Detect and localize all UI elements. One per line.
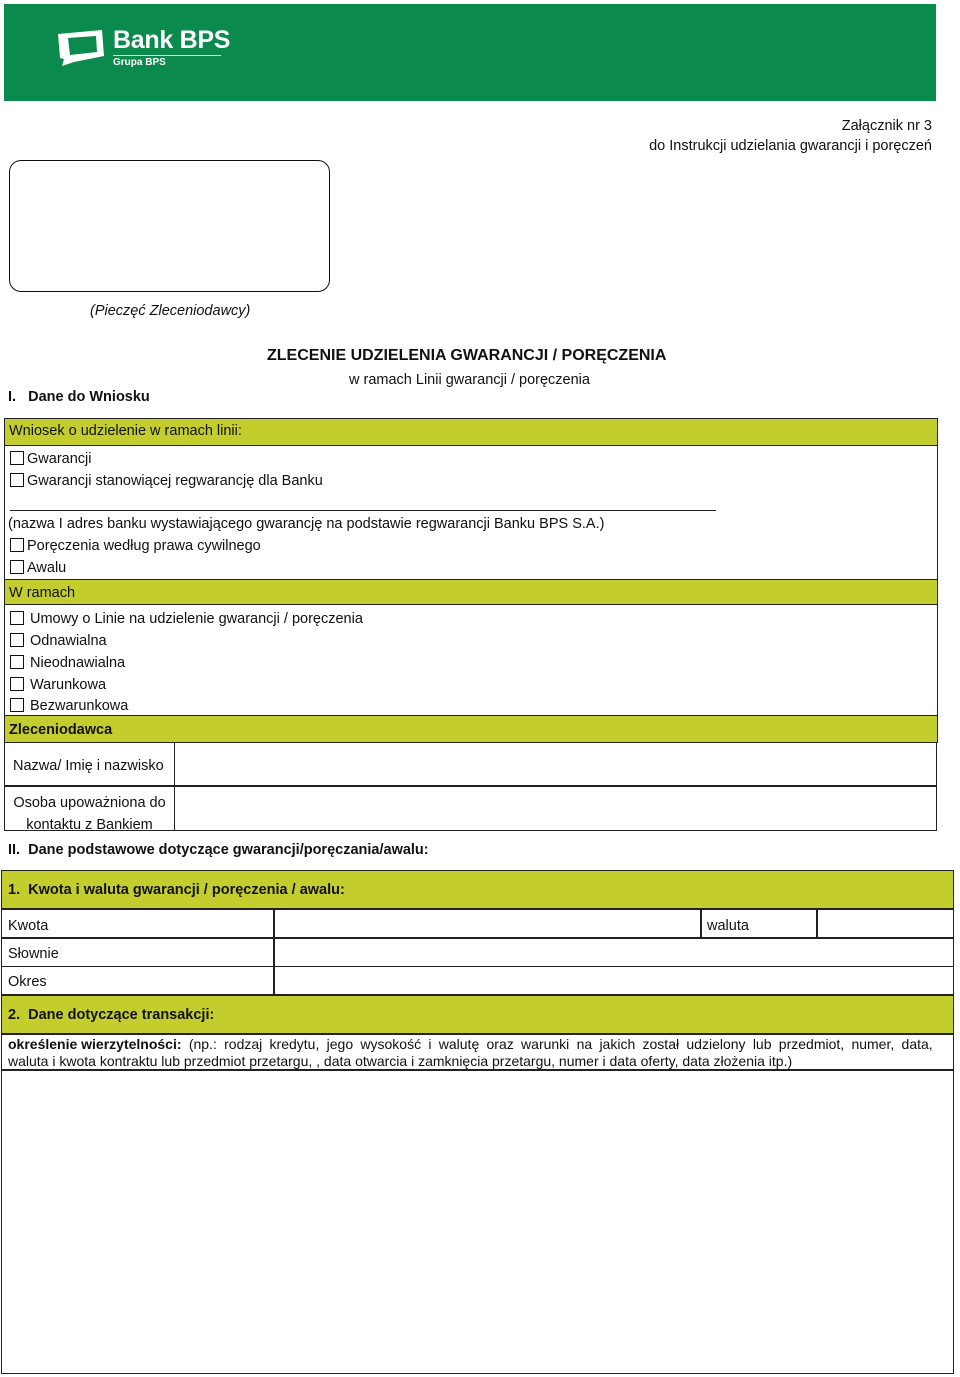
kwota-label: Kwota bbox=[8, 918, 49, 934]
waluta-label-cell bbox=[701, 909, 817, 938]
okres-label: Okres bbox=[8, 974, 47, 990]
form-title: ZLECENIE UDZIELENIA GWARANCJI / PORĘCZENIA bbox=[267, 347, 667, 364]
zleceniodawca-header: Zleceniodawca bbox=[9, 722, 113, 738]
contact-label-line-2: kontaktu z Bankiem bbox=[26, 817, 153, 833]
name-label: Nazwa/ Imię i nazwisko bbox=[13, 758, 164, 774]
kwota-header-bar bbox=[1, 870, 954, 909]
slownie-label: Słownie bbox=[8, 946, 59, 962]
option-warunkowa-label: Warunkowa bbox=[30, 677, 107, 693]
bank-name-note: (nazwa I adres banku wystawiającego gwarancję na podstawie regwarancji Banku BPS S.A.) bbox=[8, 516, 605, 532]
transakcja-description-cell bbox=[1, 1034, 954, 1070]
bank-logo-name: Bank BPS bbox=[113, 26, 231, 54]
form-subtitle: w ramach Linii gwarancji / poręczenia bbox=[349, 372, 590, 388]
bank-logo-icon bbox=[54, 28, 108, 66]
contact-label-line-1: Osoba upoważniona do bbox=[13, 795, 166, 811]
option-poreczenia[interactable] bbox=[10, 538, 261, 554]
option-regwarancja-label: Gwarancji stanowiącej regwarancję dla Banku bbox=[27, 473, 323, 489]
okres-label-cell bbox=[1, 966, 274, 995]
logo-divider bbox=[113, 55, 221, 56]
option-umowy-label: Umowy o Linie na udzielenie gwarancji / poręczenia bbox=[30, 611, 363, 627]
checkbox-awalu[interactable] bbox=[10, 560, 24, 574]
stamp-box[interactable] bbox=[9, 160, 330, 292]
kwota-header: 1. Kwota i waluta gwarancji / poręczenia / awalu: bbox=[8, 882, 345, 898]
annex-line-2: do Instrukcji udzielania gwarancji i poręczeń bbox=[649, 138, 932, 154]
option-bezwarunkowa[interactable] bbox=[10, 698, 128, 714]
checkbox-odnawialna[interactable] bbox=[10, 633, 24, 647]
slownie-input-cell[interactable] bbox=[274, 938, 954, 967]
checkbox-bezwarunkowa[interactable] bbox=[10, 698, 24, 712]
option-odnawialna[interactable] bbox=[10, 633, 107, 649]
option-odnawialna-label: Odnawialna bbox=[30, 633, 107, 649]
wniosek-header-bar bbox=[4, 418, 938, 446]
option-gwarancji[interactable] bbox=[10, 451, 91, 467]
w-ramach-body bbox=[4, 605, 938, 716]
option-regwarancja[interactable] bbox=[10, 473, 323, 489]
checkbox-gwarancji[interactable] bbox=[10, 451, 24, 465]
wniosek-header: Wniosek o udzielenie w ramach linii: bbox=[9, 423, 242, 439]
kwota-input-cell[interactable] bbox=[274, 909, 701, 938]
checkbox-regwarancja[interactable] bbox=[10, 473, 24, 487]
okres-input-cell[interactable] bbox=[274, 966, 954, 995]
option-bezwarunkowa-label: Bezwarunkowa bbox=[30, 698, 129, 714]
contact-input-cell[interactable] bbox=[175, 786, 937, 831]
transakcja-header: 2. Dane dotyczące transakcji: bbox=[8, 1007, 215, 1023]
bank-name-input-line[interactable] bbox=[10, 510, 716, 511]
checkbox-poreczenia[interactable] bbox=[10, 538, 24, 552]
checkbox-umowy[interactable] bbox=[10, 611, 24, 625]
option-awalu-label: Awalu bbox=[27, 560, 67, 576]
transakcja-header-bar bbox=[1, 995, 954, 1034]
kwota-label-cell bbox=[1, 909, 274, 938]
name-label-cell bbox=[4, 743, 175, 786]
section-1-heading: I. Dane do Wniosku bbox=[8, 389, 150, 405]
w-ramach-header: W ramach bbox=[9, 585, 76, 601]
option-nieodnawialna-label: Nieodnawialna bbox=[30, 655, 126, 671]
zleceniodawca-header-bar bbox=[4, 715, 938, 743]
option-gwarancji-label: Gwarancji bbox=[27, 451, 92, 467]
transakcja-description bbox=[8, 1036, 946, 1070]
option-nieodnawialna[interactable] bbox=[10, 655, 125, 671]
slownie-label-cell bbox=[1, 938, 274, 967]
name-input-cell[interactable] bbox=[175, 743, 937, 786]
annex-reference bbox=[649, 116, 932, 156]
bank-group-name: Grupa BPS bbox=[113, 57, 166, 68]
transakcja-input-area[interactable] bbox=[1, 1070, 954, 1374]
wierzytelnosc-label: określenie wierzytelności: bbox=[8, 1036, 182, 1052]
checkbox-nieodnawialna[interactable] bbox=[10, 655, 24, 669]
waluta-input-cell[interactable] bbox=[817, 909, 954, 938]
w-ramach-header-bar bbox=[4, 579, 938, 605]
option-awalu[interactable] bbox=[10, 560, 66, 576]
option-warunkowa[interactable] bbox=[10, 677, 106, 693]
option-poreczenia-label: Poręczenia według prawa cywilnego bbox=[27, 538, 261, 554]
transakcja-desc-line-1: (np.: rodzaj kredytu, jego wysokość i walutę oraz warunki na jakich został udzielony lub przedmiot, numer, data, bbox=[181, 1036, 933, 1052]
transakcja-desc-line-2: waluta i kwota kontraktu lub przedmiot przetargu, , data otwarcia i zamknięcia przetargu, numer i data oferty, data złożenia itp.) bbox=[8, 1053, 793, 1069]
checkbox-warunkowa[interactable] bbox=[10, 677, 24, 691]
option-umowy[interactable] bbox=[10, 611, 363, 627]
waluta-label: waluta bbox=[707, 918, 749, 934]
contact-label-cell bbox=[4, 786, 175, 831]
contact-label bbox=[5, 792, 174, 836]
section-2-heading: II. Dane podstawowe dotyczące gwarancji/poręczania/awalu: bbox=[8, 842, 429, 858]
wniosek-body bbox=[4, 446, 938, 581]
stamp-caption: (Pieczęć Zleceniodawcy) bbox=[90, 303, 251, 319]
annex-line-1: Załącznik nr 3 bbox=[841, 118, 932, 134]
